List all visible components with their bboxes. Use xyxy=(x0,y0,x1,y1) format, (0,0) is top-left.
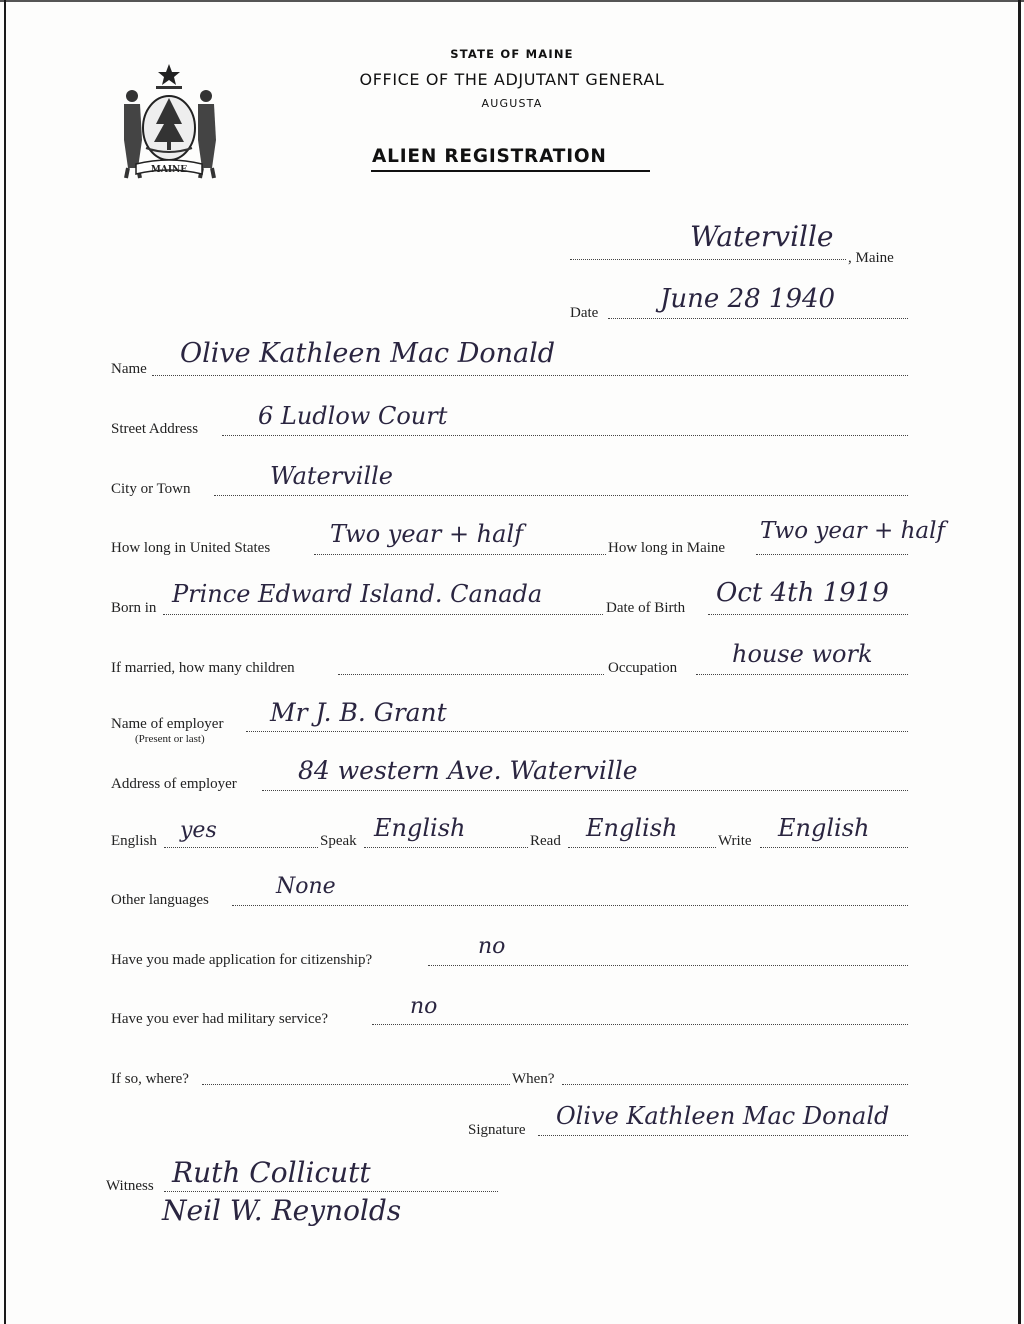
employer-address-label: Address of employer xyxy=(111,776,237,792)
office-heading: OFFICE OF THE ADJUTANT GENERAL xyxy=(359,70,665,89)
name-label: Name xyxy=(111,361,147,377)
date-of-birth-line xyxy=(708,614,908,615)
signature-value: Olive Kathleen Mac Donald xyxy=(556,1102,890,1130)
city-value: Waterville xyxy=(270,462,393,490)
born-in-label: Born in xyxy=(111,600,157,616)
how-long-us-value: Two year + half xyxy=(330,520,524,548)
title-underline xyxy=(371,170,650,172)
form-title: ALIEN REGISTRATION xyxy=(372,146,607,167)
witness-line xyxy=(164,1191,498,1192)
how-long-us-line xyxy=(314,554,606,555)
city-heading: AUGUSTA xyxy=(481,97,543,110)
city-label: City or Town xyxy=(111,481,191,497)
speak-label: Speak xyxy=(320,833,357,849)
date-line xyxy=(608,318,908,319)
occupation-label: Occupation xyxy=(608,660,678,676)
write-label: Write xyxy=(718,833,752,849)
state-heading: STATE OF MAINE xyxy=(450,47,574,61)
english-line xyxy=(164,847,318,848)
write-value: English xyxy=(778,814,870,842)
citizenship-line xyxy=(428,965,908,966)
how-long-maine-label: How long in Maine xyxy=(608,540,726,556)
date-of-birth-label: Date of Birth xyxy=(606,600,686,616)
write-line xyxy=(760,847,908,848)
street-address-label: Street Address xyxy=(111,421,199,437)
if-so-where-line xyxy=(202,1084,510,1085)
maine-label: , Maine xyxy=(848,250,894,266)
employer-address-value: 84 western Ave. Waterville xyxy=(298,756,638,785)
state-seal-icon xyxy=(112,60,226,188)
military-value: no xyxy=(410,994,438,1019)
employer-name-value: Mr J. B. Grant xyxy=(270,698,447,727)
name-value: Olive Kathleen Mac Donald xyxy=(180,338,556,369)
other-languages-label: Other languages xyxy=(111,892,209,908)
how-long-maine-value: Two year + half xyxy=(760,518,945,544)
how-long-maine-line xyxy=(756,554,908,555)
date-label: Date xyxy=(570,305,599,321)
read-value: English xyxy=(586,814,678,842)
street-address-line xyxy=(222,435,908,436)
when-label: When? xyxy=(512,1071,555,1087)
top-edge xyxy=(0,0,1024,2)
read-line xyxy=(568,847,716,848)
citizenship-value: no xyxy=(478,934,506,959)
english-value: yes xyxy=(180,818,217,843)
employer-name-note: (Present or last) xyxy=(135,733,205,745)
if-so-where-label: If so, where? xyxy=(111,1071,189,1087)
born-in-value: Prince Edward Island. Canada xyxy=(172,580,543,608)
children-label: If married, how many children xyxy=(111,660,295,676)
citizenship-label: Have you made application for citizenship? xyxy=(111,952,373,968)
date-of-birth-value: Oct 4th 1919 xyxy=(716,578,889,608)
children-line xyxy=(338,674,604,675)
english-label: English xyxy=(111,833,157,849)
witness-1-signature: Ruth Collicutt xyxy=(172,1156,371,1189)
employer-name-label: Name of employer xyxy=(111,716,224,732)
signature-line xyxy=(538,1135,908,1136)
read-label: Read xyxy=(530,833,561,849)
signature-label: Signature xyxy=(468,1122,526,1138)
when-line xyxy=(562,1084,908,1085)
witness-2-signature: Neil W. Reynolds xyxy=(162,1194,402,1227)
name-line xyxy=(152,375,908,376)
occupation-line xyxy=(696,674,908,675)
how-long-us-label: How long in United States xyxy=(111,540,271,556)
town-value: Waterville xyxy=(690,220,834,253)
employer-name-line xyxy=(246,731,908,732)
witness-label: Witness xyxy=(106,1178,154,1194)
occupation-value: house work xyxy=(732,640,873,668)
other-languages-line xyxy=(232,905,908,906)
military-label: Have you ever had military service? xyxy=(111,1011,328,1027)
city-line xyxy=(214,495,908,496)
seal-banner-text: MAINE xyxy=(150,165,188,175)
military-line xyxy=(372,1024,908,1025)
speak-line xyxy=(364,847,528,848)
street-address-value: 6 Ludlow Court xyxy=(258,402,448,430)
town-line xyxy=(570,259,846,260)
employer-address-line xyxy=(262,790,908,791)
other-languages-value: None xyxy=(276,874,336,899)
date-value: June 28 1940 xyxy=(660,284,836,314)
speak-value: English xyxy=(374,814,466,842)
right-edge xyxy=(1018,0,1021,1324)
left-edge xyxy=(4,0,6,1324)
born-in-line xyxy=(163,614,603,615)
